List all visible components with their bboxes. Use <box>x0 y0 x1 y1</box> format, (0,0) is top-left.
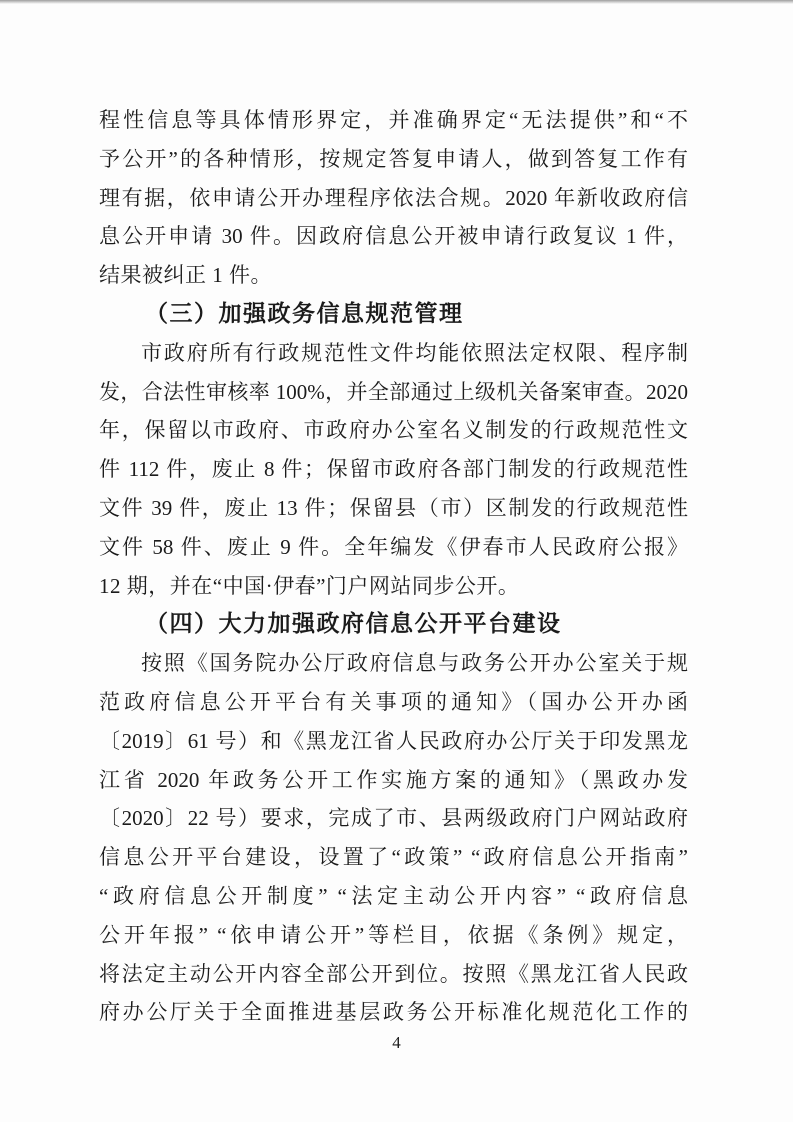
text-line: 结果被纠正 1 件。 <box>99 263 272 288</box>
text-line: 发，合法性审核率 100%，并全部通过上级机关备案审查。2020 <box>99 379 688 404</box>
text-line: 理有据，依申请公开办理程序依法合规。2020 年新收政府信 <box>99 185 688 210</box>
page-footer <box>0 1033 793 1053</box>
text-line: 〔2019〕61 号）和《黑龙江省人民政府办公厅关于印发黑龙 <box>99 728 688 753</box>
scan-edge-artifact <box>0 0 793 4</box>
text-line: “政府信息公开制度” “法定主动公开内容” “政府信息 <box>99 883 688 908</box>
section-heading: （四）大力加强政府信息公开平台建设 <box>145 611 562 637</box>
text-line: 年，保留以市政府、市政府办公室名义制发的行政规范性文 <box>99 418 688 443</box>
text-line: 信息公开平台建设，设置了“政策” “政府信息公开指南” <box>99 845 688 870</box>
text-line: 12 期，并在“中国·伊春”门户网站同步公开。 <box>99 573 520 598</box>
section-heading: （三）加强政务信息规范管理 <box>145 300 464 326</box>
text-line: 江省 2020 年政务公开工作实施方案的通知》（黑政办发 <box>99 767 688 792</box>
page-number: 4 <box>392 1033 401 1052</box>
text-line: 文件 39 件，废止 13 件；保留县（市）区制发的行政规范性 <box>99 495 688 520</box>
text-line: 息公开申请 30 件。因政府信息公开被申请行政复议 1 件， <box>99 224 688 249</box>
text-line: 件 112 件，废止 8 件；保留市政府各部门制发的行政规范性 <box>99 457 688 482</box>
text-line: 公开年报” “依申请公开”等栏目，依据《条例》规定， <box>99 922 688 947</box>
text-line: 文件 58 件、废止 9 件。全年编发《伊春市人民政府公报》 <box>99 534 688 559</box>
text-line: 市政府所有行政规范性文件均能依照法定权限、程序制 <box>141 340 688 365</box>
document-body <box>99 101 688 1032</box>
text-line: 将法定主动公开内容全部公开到位。按照《黑龙江省人民政 <box>99 961 688 986</box>
text-line: 府办公厅关于全面推进基层政务公开标准化规范化工作的 <box>99 1000 688 1025</box>
text-line: 程性信息等具体情形界定，并准确界定“无法提供”和“不 <box>99 108 688 132</box>
text-line: 按照《国务院办公厅政府信息与政务公开办公室关于规 <box>141 651 688 676</box>
text-line: 予公开”的各种情形，按规定答复申请人，做到答复工作有 <box>99 146 688 171</box>
text-line: 范政府信息公开平台有关事项的通知》（国办公开办函 <box>99 689 688 714</box>
text-line: 〔2020〕22 号）要求，完成了市、县两级政府门户网站政府 <box>99 806 688 831</box>
